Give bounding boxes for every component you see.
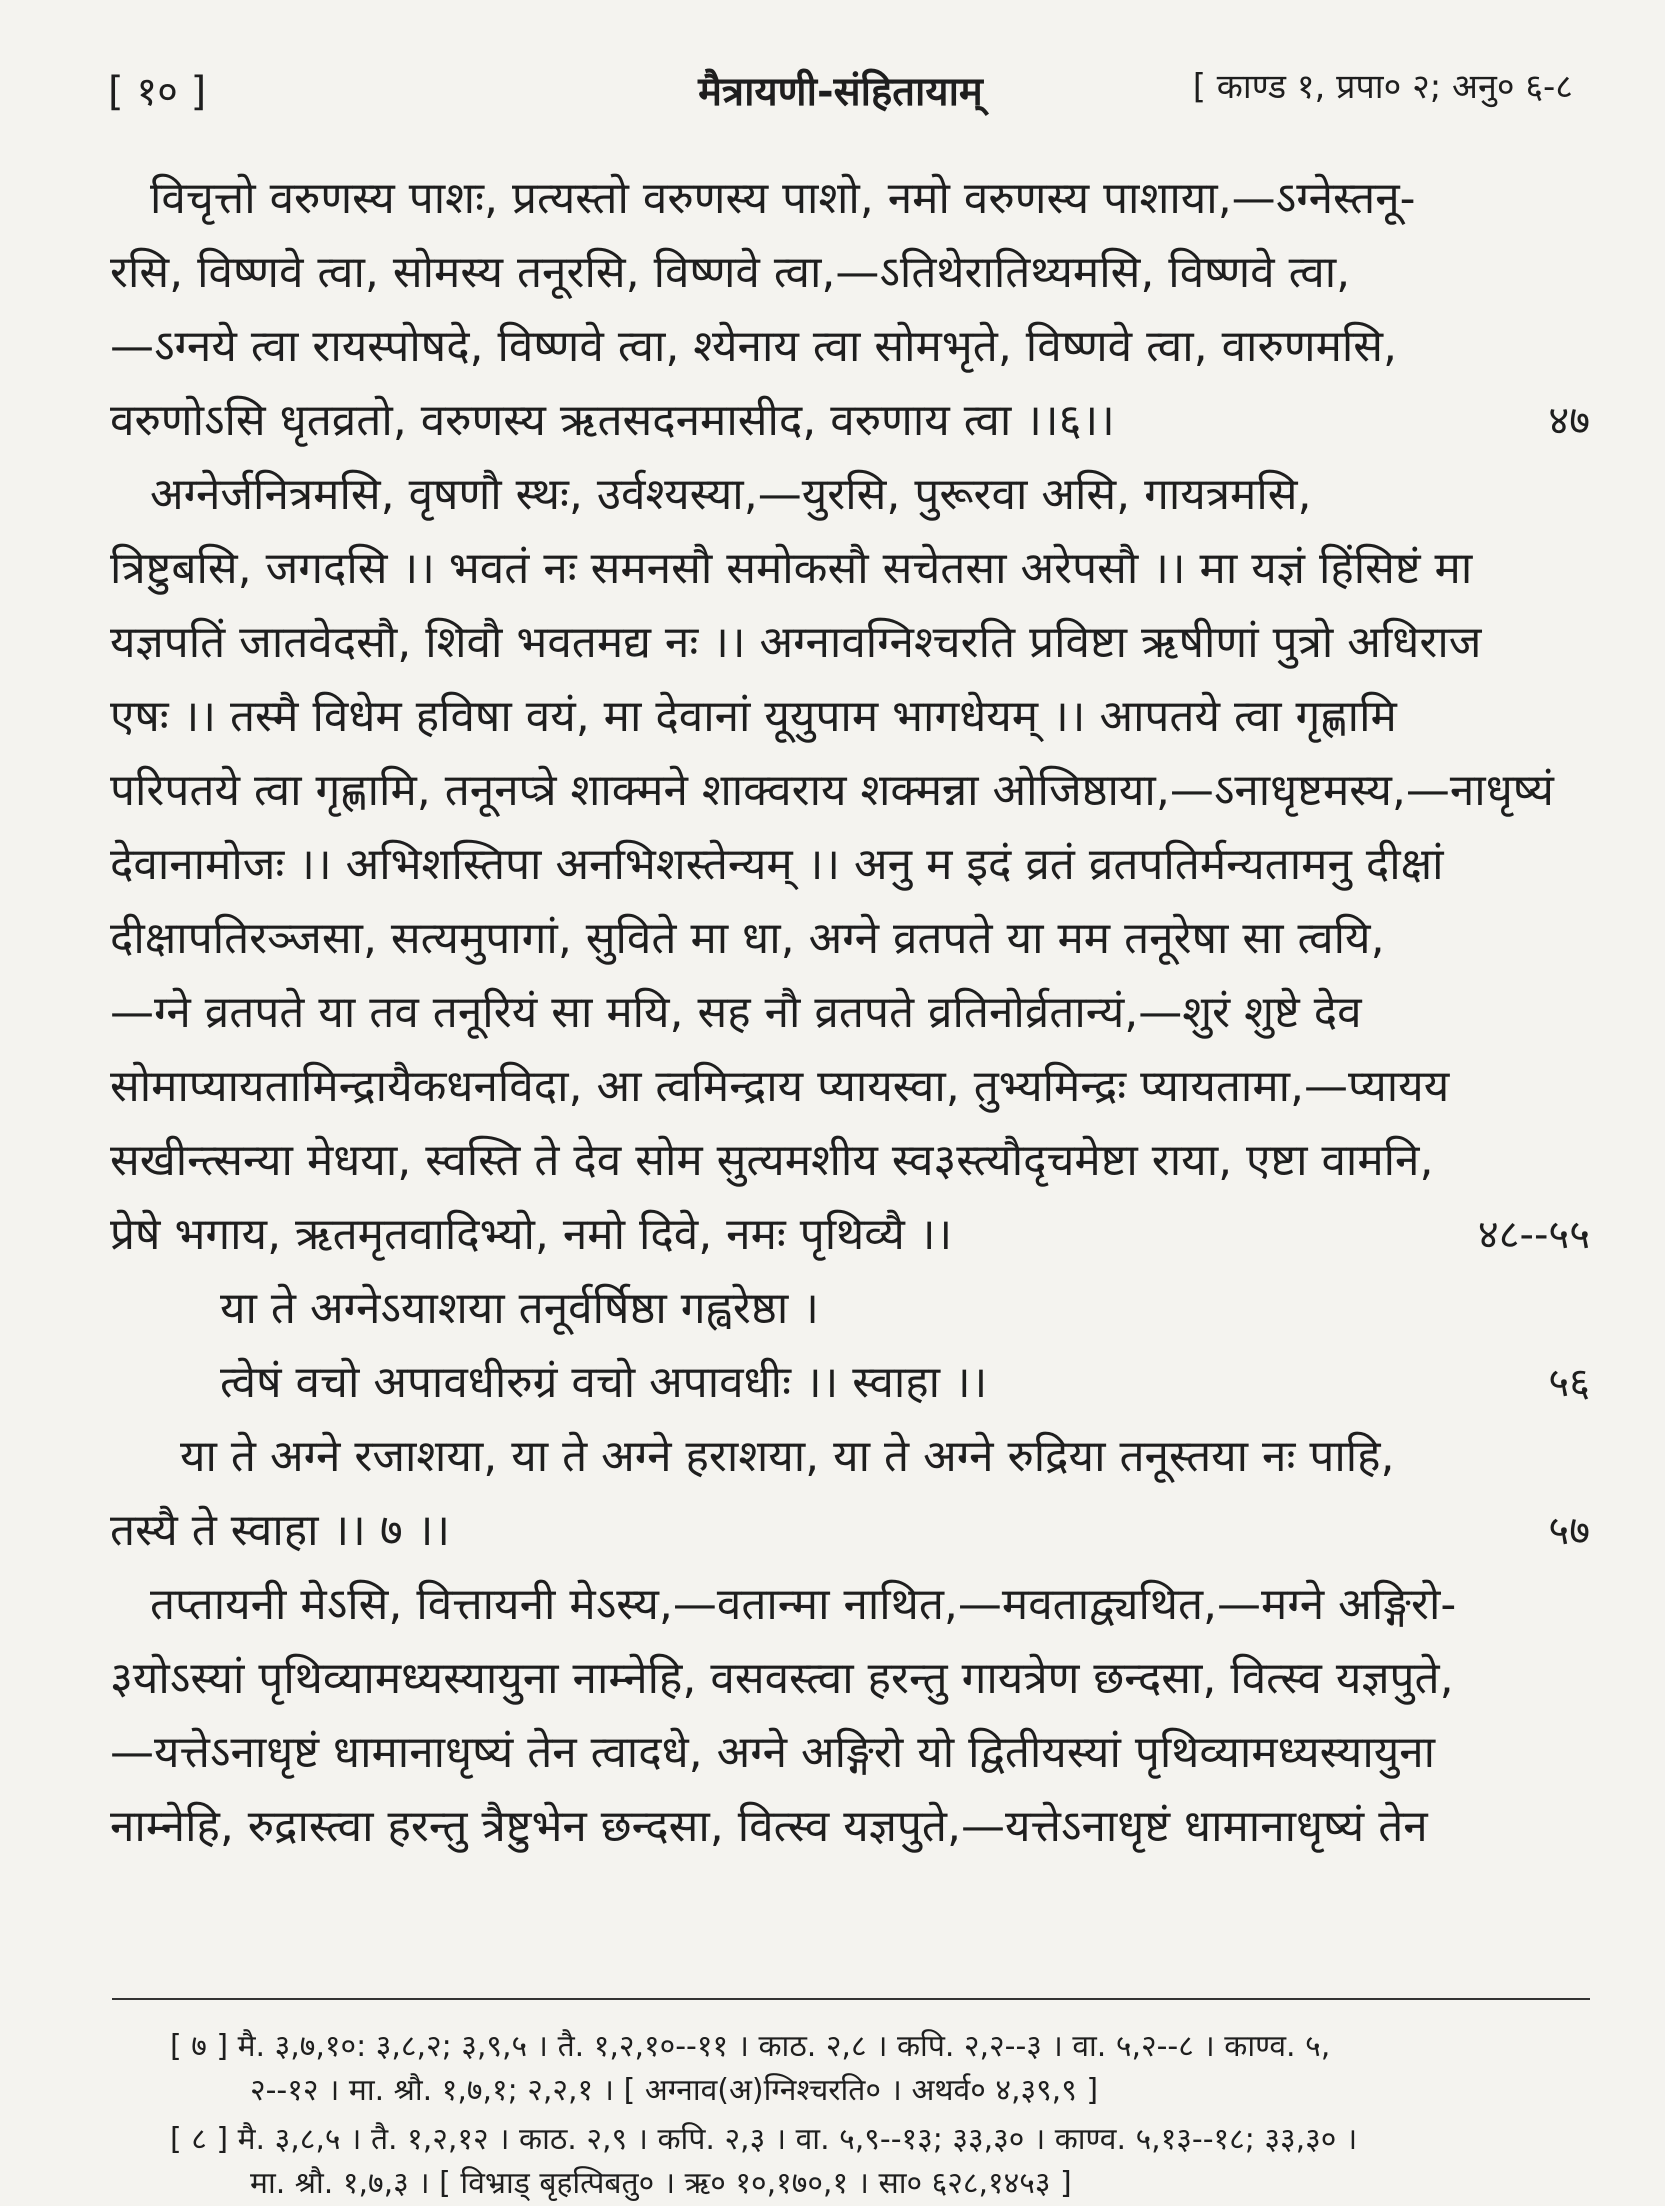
verse-line — [110, 162, 1590, 236]
verse-line — [110, 1198, 1590, 1272]
verse-text: या ते अग्नेऽयाशया तनूर्वर्षिष्ठा गह्वरेष्ठा । — [220, 1283, 819, 1334]
verse-text: ३योऽस्यां पृथिव्यामध्यस्यायुना नाम्नेहि, वसवस्त्वा हरन्तु गायत्रेण छन्दसा, वित्स्व यज्ञपुते, — [110, 1653, 1454, 1704]
verse-line — [110, 606, 1590, 680]
verse-line — [110, 680, 1590, 754]
verse-text: तस्यै ते स्वाहा ।। ७ ।। — [110, 1505, 451, 1556]
verse-line — [110, 310, 1590, 384]
footnote-line: [ ८ ] मै. ३,८,५ । तै. १,२,१२ । काठ. २,९ । कपि. २,३ । वा. ५,९--१३; ३३,३० । काण्व. ५,१३--१८; ३३,३० । — [170, 2122, 1358, 2157]
verse-line — [110, 458, 1590, 532]
verse-line — [110, 1124, 1590, 1198]
footnote — [170, 2118, 1610, 2206]
verse-text: त्रिष्टुबसि, जगदसि ।। भवतं नः समनसौ समोकसौ सचेतसा अरेपसौ ।। मा यज्ञं हिंसिष्टं मा — [110, 543, 1473, 594]
footnote-line: २--१२ । मा. श्रौ. १,७,१; २,२,१ । [ अग्नाव(अ)ग्निश्चरति० । अथर्व० ४,३९,९ ] — [250, 2073, 1099, 2108]
verse-line — [110, 1272, 1590, 1346]
footnote-divider — [112, 1998, 1590, 2000]
verse-text: —ऽग्नये त्वा रायस्पोषदे, विष्णवे त्वा, श्येनाय त्वा सोमभृते, विष्णवे त्वा, वारुणमसि, — [110, 321, 1398, 372]
verse-line — [110, 1716, 1590, 1790]
verse-line — [110, 532, 1590, 606]
verse-line — [110, 384, 1590, 458]
page-number: [ १० ] — [108, 69, 207, 115]
page-title: मैत्रायणी-संहितायाम् — [698, 69, 983, 115]
verse-line — [110, 828, 1590, 902]
verse-text: यज्ञपतिं जातवेदसौ, शिवौ भवतमद्य नः ।। अग्नावग्निश्चरति प्रविष्टा ऋषीणां पुत्रो अधिराज — [110, 617, 1482, 668]
verse-line — [110, 754, 1590, 828]
verse-text: देवानामोजः ।। अभिशस्तिपा अनभिशस्तेन्यम् ।। अनु म इदं व्रतं व्रतपतिर्मन्यतामनु दीक्षां — [110, 839, 1444, 890]
verse-text: प्रेषे भगाय, ऋतमृतवादिभ्यो, नमो दिवे, नमः पृथिव्यै ।। — [110, 1209, 953, 1260]
verse-text: नाम्नेहि, रुद्रास्त्वा हरन्तु त्रैष्टुभेन छन्दसा, वित्स्व यज्ञपुते,—यत्तेऽनाधृष्टं धामानाधृष्यं तेन — [110, 1801, 1428, 1852]
verse-line — [110, 1346, 1590, 1420]
verse-text: अग्नेर्जनित्रमसि, वृषणौ स्थः, उर्वश्यस्या,—युरसि, पुरूरवा असि, गायत्रमसि, — [150, 469, 1312, 520]
verse-number: ५७ — [1548, 1508, 1590, 1554]
verse-text: —यत्तेऽनाधृष्टं धामानाधृष्यं तेन त्वादधे, अग्ने अङ्गिरो यो द्वितीयस्यां पृथिव्यामध्यस्यायुना — [110, 1727, 1436, 1778]
verse-text: परिपतये त्वा गृह्णामि, तनूनप्त्रे शाक्मने शाक्वराय शक्मन्ना ओजिष्ठाया,—ऽनाधृष्टमस्य,—नाधृष्यं — [110, 765, 1554, 816]
verse-line — [110, 236, 1590, 310]
verse-text: एषः ।। तस्मै विधेम हविषा वयं, मा देवानां यूयुपाम भागधेयम् ।। आपतये त्वा गृह्णामि — [110, 691, 1397, 742]
verse-line — [110, 1494, 1590, 1568]
section-reference: [ काण्ड १, प्रपा० २; अनु० ६-८ — [1192, 67, 1573, 107]
verse-text: —ग्ने व्रतपते या तव तनूरियं सा मयि, सह नौ व्रतपते व्रतिनोर्व्रतान्यं,—शुरं शुष्टे देव — [110, 987, 1362, 1038]
verse-text: दीक्षापतिरञ्जसा, सत्यमुपागां, सुविते मा धा, अग्ने व्रतपते या मम तनूरेषा सा त्वयि, — [110, 913, 1385, 964]
text-body — [110, 162, 1590, 1864]
verse-line — [110, 1420, 1590, 1494]
verse-number: ५६ — [1548, 1360, 1590, 1406]
footnote-line: मा. श्रौ. १,७,३ । [ विभ्राड् बृहत्पिबतु० । ऋ० १०,१७०,१ । सा० ६२८,१४५३ ] — [250, 2166, 1072, 2201]
verse-line — [110, 1568, 1590, 1642]
verse-line — [110, 1050, 1590, 1124]
verse-line — [110, 1642, 1590, 1716]
page-header — [108, 62, 1573, 122]
verse-text: त्वेषं वचो अपावधीरुग्रं वचो अपावधीः ।। स्वाहा ।। — [220, 1357, 988, 1408]
footnote-line: [ ७ ] मै. ३,७,१०: ३,८,२; ३,९,५ । तै. १,२,१०--११ । काठ. २,८ । कपि. २,२--३ । वा. ५,२--८ । काण्व. ५, — [170, 2029, 1331, 2064]
verse-text: तप्तायनी मेऽसि, वित्तायनी मेऽस्य,—वतान्मा नाथित,—मवताद्व्यथित,—मग्ने अङ्गिरो- — [150, 1579, 1457, 1630]
verse-text: वरुणोऽसि धृतव्रतो, वरुणस्य ऋतसदनमासीद, वरुणाय त्वा ।।६।। — [110, 395, 1115, 446]
verse-line — [110, 1790, 1590, 1864]
verse-text: सखीन्त्सन्या मेधया, स्वस्ति ते देव सोम सुत्यमशीय स्व३स्त्यौदृचमेष्टा राया, एष्टा वामनि, — [110, 1135, 1434, 1186]
verse-text: या ते अग्ने रजाशया, या ते अग्ने हराशया, या ते अग्ने रुद्रिया तनूस्तया नः पाहि, — [180, 1431, 1395, 1482]
verse-text: विचृत्तो वरुणस्य पाशः, प्रत्यस्तो वरुणस्य पाशो, नमो वरुणस्य पाशाया,—ऽग्नेस्तनू- — [150, 173, 1416, 224]
verse-line — [110, 902, 1590, 976]
verse-number: ४८--५५ — [1477, 1212, 1590, 1258]
verse-number: ४७ — [1548, 398, 1590, 444]
verse-text: सोमाप्यायतामिन्द्रायैकधनविदा, आ त्वमिन्द्राय प्यायस्वा, तुभ्यमिन्द्रः प्यायतामा,—प्यायय — [110, 1061, 1450, 1112]
verse-line — [110, 976, 1590, 1050]
footnote — [170, 2025, 1610, 2113]
verse-text: रसि, विष्णवे त्वा, सोमस्य तनूरसि, विष्णवे त्वा,—ऽतिथेरातिथ्यमसि, विष्णवे त्वा, — [110, 247, 1351, 298]
